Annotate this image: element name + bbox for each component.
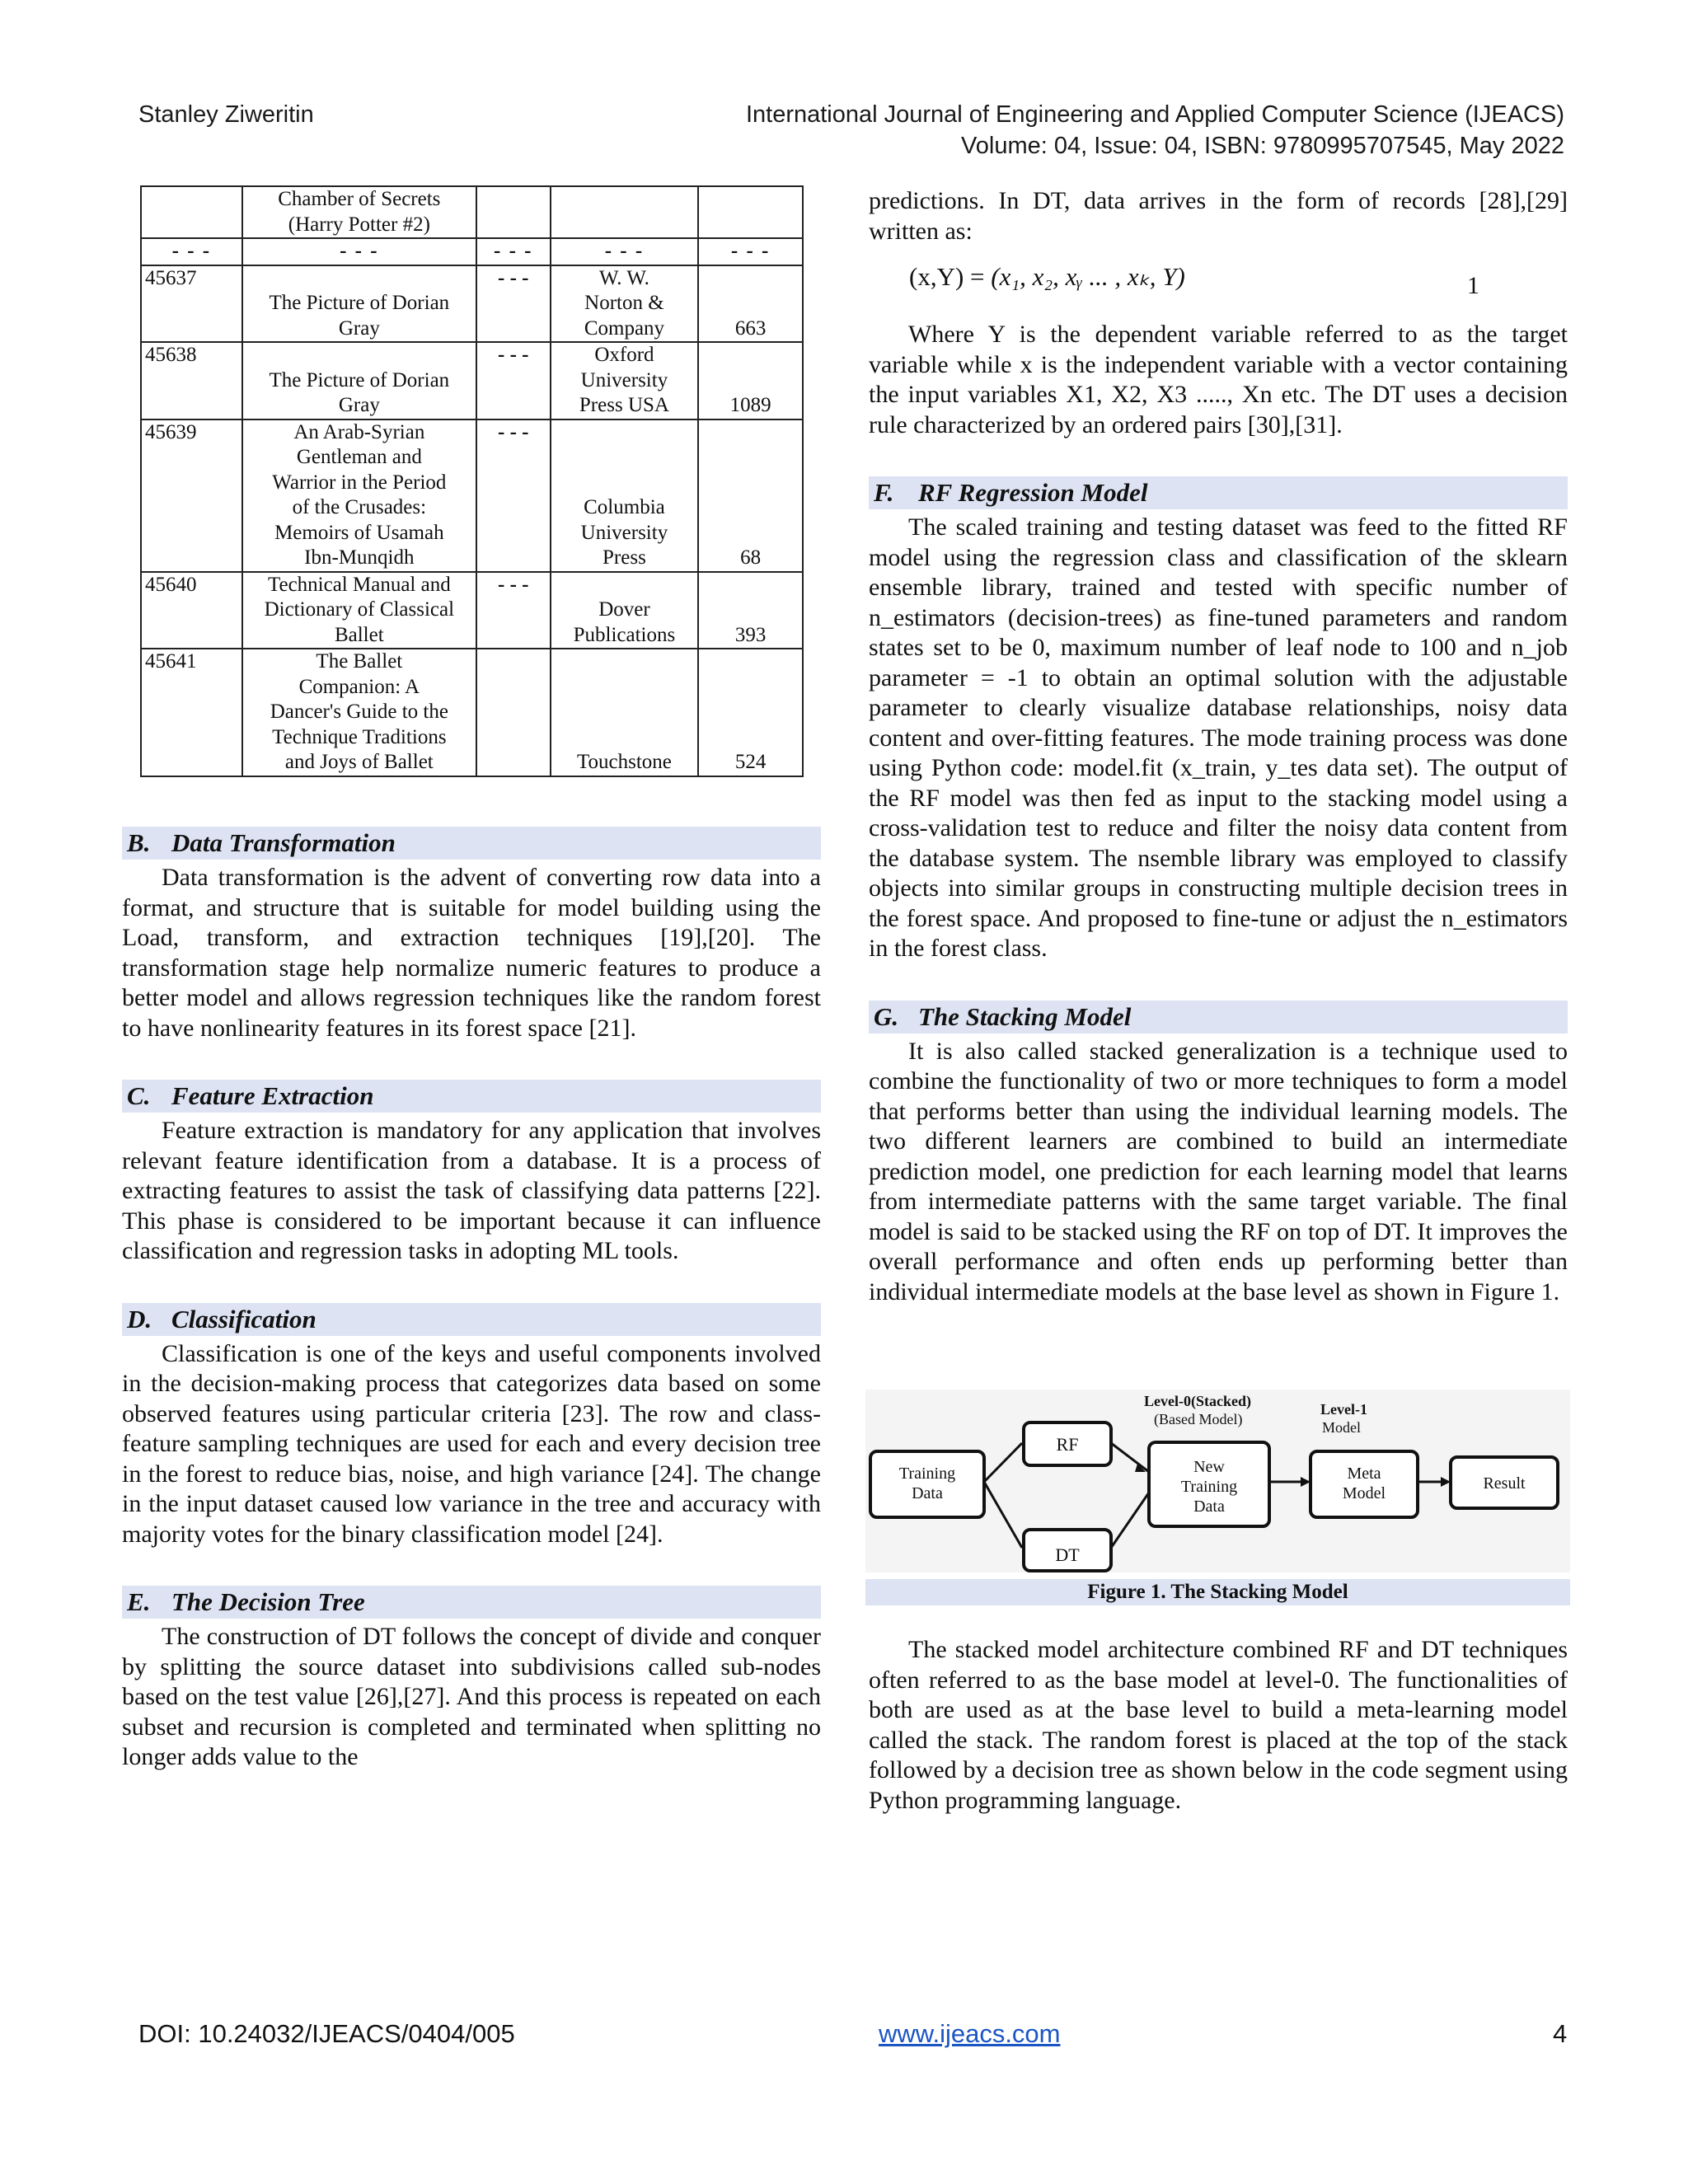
table-cell: - - - bbox=[698, 238, 803, 265]
table-cell: 45638 bbox=[141, 342, 242, 419]
paragraph: The stacked model architecture combined RF and DT techniques often referred to as the base model at level-0. The functionalities of both are used as at the base level to build a meta-learning model called the stack. The random forest is placed at the top of the stack followed by a decision tree as shown below in the code segment using Python programming language. bbox=[869, 1636, 1568, 1814]
table-cell: Technical Manual and Dictionary of Classical Ballet bbox=[242, 572, 476, 649]
table-row bbox=[141, 238, 803, 265]
table-cell: - - - bbox=[476, 265, 551, 343]
section-title: Data Transformation bbox=[171, 828, 396, 857]
node-label: Training bbox=[898, 1465, 956, 1483]
books-table bbox=[140, 185, 804, 777]
section-heading-f bbox=[869, 476, 1568, 509]
section-number: B. bbox=[127, 828, 151, 857]
level0-sublabel: (Based Model) bbox=[1154, 1411, 1243, 1427]
table-cell: 1089 bbox=[698, 342, 803, 419]
section-heading-c bbox=[122, 1080, 821, 1113]
right-column-top bbox=[869, 186, 1568, 246]
node-label: Data bbox=[912, 1484, 943, 1502]
section-title: RF Regression Model bbox=[918, 478, 1148, 507]
section-title: Feature Extraction bbox=[171, 1081, 374, 1110]
table-cell: 45637 bbox=[141, 265, 242, 343]
section-number: D. bbox=[127, 1304, 152, 1333]
table-cell: Dover Publications bbox=[551, 572, 699, 649]
running-head-journal: International Journal of Engineering and Applied Computer Science (IJEACS) bbox=[745, 101, 1564, 128]
section-heading-b bbox=[122, 827, 821, 860]
table-cell: Oxford University Press USA bbox=[551, 342, 699, 419]
table-cell: Touchstone bbox=[551, 649, 699, 776]
table-cell: An Arab-Syrian Gentleman and Warrior in the Period of the Crusades: Memoirs of Usamah Ibn-Munqidh bbox=[242, 419, 476, 572]
node-label: New bbox=[1193, 1458, 1225, 1476]
table-cell: - - - bbox=[242, 238, 476, 265]
equation bbox=[909, 262, 1185, 292]
section-heading-d bbox=[122, 1303, 821, 1336]
paragraph: The construction of DT follows the concept of divide and conquer by splitting the source dataset into subdivisions called sub-nodes based on the test value [26],[27]. And this process is repeated on each subset and recursion is completed and terminated when splitting no longer adds value to the bbox=[122, 1623, 821, 1770]
table-cell: 45640 bbox=[141, 572, 242, 649]
table-cell: - - - bbox=[141, 238, 242, 265]
stacking-model-diagram bbox=[865, 1390, 1570, 1572]
table-cell: The Ballet Companion: A Dancer's Guide to the Technique Traditions and Joys of Ballet bbox=[242, 649, 476, 776]
equation-number: 1 bbox=[1467, 272, 1479, 299]
paragraph: Feature extraction is mandatory for any application that involves relevant feature identification from a database. It is a process of extracting features to assist the task of classifying data patterns [22]. This phase is considered to be important because it can influence classification and regression tasks in adopting ML tools. bbox=[122, 1117, 821, 1264]
section-heading-e bbox=[122, 1586, 821, 1619]
level0-label: Level-0(Stacked) bbox=[1144, 1393, 1251, 1409]
page-number: 4 bbox=[1553, 2019, 1568, 2048]
node-label: Data bbox=[1193, 1497, 1225, 1516]
paragraph: Classification is one of the keys and useful components involved in the decision-making process that categorizes data based on some observed features using particular criteria [23]. The row and class-feature sampling techniques are used for each and every decision tree in the forest to reduce bias, noise, and high variance [24]. The change in the input dataset caused low variance in the tree and accuracy with majority votes for the binary classification model [24]. bbox=[122, 1339, 821, 1548]
doi: DOI: 10.24032/IJEACS/0404/005 bbox=[138, 2019, 515, 2048]
table-row bbox=[141, 342, 803, 419]
paragraph: The scaled training and testing dataset was feed to the fitted RF model using the regression class and classification of the sklearn ensemble library, trained and tested with specific number of n_estimators (decision-trees) as fine-tuned parameters and random states set to be 0, maximum number of leaf node to 100 and n_job parameter = -1 to obtain an optimal solution with the adjustable parameter to clearly visualize database relationships, noisy data content and over-fitting features. The mode training process was done using Python code: model.fit (x_train, y_tes data set). The output of the RF model was then fed as input to the stacking model using a cross-validation test to reduce and filter the noisy data content from the database system. The nsemble library was employed to classify objects into similar groups in constructing multiple decision trees in the forest space. And proposed to fine-tune or adjust the n_estimators in the forest class. bbox=[869, 513, 1568, 962]
section-title: Classification bbox=[171, 1304, 316, 1333]
node-label: Meta bbox=[1347, 1465, 1381, 1483]
table-cell: - - - bbox=[476, 419, 551, 572]
table-row bbox=[141, 186, 803, 238]
footer-link-wrap bbox=[879, 2019, 1061, 2049]
paragraph: Data transformation is the advent of converting row data into a format, and structure that is suitable for model building using the Load, transform, and extraction techniques [19],[20]. The transformation stage help normalize numeric features to produce a better model and allows regression techniques like the random forest to have nonlinearity features in its forest space [21]. bbox=[122, 864, 821, 1042]
running-head-volume: Volume: 04, Issue: 04, ISBN: 9780995707545, May 2022 bbox=[961, 133, 1564, 159]
table-row bbox=[141, 265, 803, 343]
table-cell bbox=[698, 186, 803, 238]
table-cell: 68 bbox=[698, 419, 803, 572]
section-title: The Decision Tree bbox=[171, 1587, 365, 1616]
equation-lhs: (x,Y) = bbox=[909, 262, 985, 291]
paragraph: predictions. In DT, data arrives in the form of records [28],[29] written as: bbox=[869, 187, 1568, 245]
table-cell: 45639 bbox=[141, 419, 242, 572]
node-label: Training bbox=[1180, 1478, 1238, 1496]
table-cell bbox=[476, 649, 551, 776]
level1-sublabel: Model bbox=[1322, 1419, 1361, 1436]
figure-caption: Figure 1. The Stacking Model bbox=[865, 1579, 1570, 1605]
equation-rhs: (x₁, x₂, xᵧ ... , xₖ, Y) bbox=[991, 262, 1185, 291]
table-cell bbox=[141, 186, 242, 238]
node-label: DT bbox=[1055, 1544, 1080, 1565]
right-column-bottom bbox=[869, 1635, 1568, 1816]
paragraph: Where Y is the dependent variable referred to as the target variable while x is the independent variable with a vector containing the input variables X1, X2, X3 ....., Xn etc. The DT uses a decision rule characterized by an ordered pairs [30],[31]. bbox=[869, 321, 1568, 438]
table-cell: - - - bbox=[476, 342, 551, 419]
node-label: Result bbox=[1483, 1474, 1526, 1493]
table-cell: 45641 bbox=[141, 649, 242, 776]
table-cell: The Picture of Dorian Gray bbox=[242, 342, 476, 419]
section-number: F. bbox=[874, 478, 894, 507]
right-column-body bbox=[869, 320, 1568, 1307]
section-number: C. bbox=[127, 1081, 151, 1110]
level1-label: Level-1 bbox=[1320, 1401, 1367, 1418]
table-cell: - - - bbox=[476, 572, 551, 649]
table-cell: 393 bbox=[698, 572, 803, 649]
table-cell: W. W. Norton & Company bbox=[551, 265, 699, 343]
table-row bbox=[141, 419, 803, 572]
paragraph: It is also called stacked generalization is a technique used to combine the functionality of two or more techniques to form a model that performs better than using the individual learning models. The two different learners are combined to build an intermediate prediction model, one prediction for each learning model that learns from intermediate patterns with the same target variable. The final model is said to be stacked using the RF on top of DT. It improves the overall performance and often ends up performing better than individual intermediate models at the base level as shown in Figure 1. bbox=[869, 1037, 1568, 1305]
table-row bbox=[141, 649, 803, 776]
node-label: RF bbox=[1056, 1434, 1079, 1455]
table-cell: Columbia University Press bbox=[551, 419, 699, 572]
table-cell: Chamber of Secrets (Harry Potter #2) bbox=[242, 186, 476, 238]
running-head-author: Stanley Ziweritin bbox=[138, 101, 314, 128]
table-cell: - - - bbox=[476, 238, 551, 265]
table-cell: The Picture of Dorian Gray bbox=[242, 265, 476, 343]
table-cell: - - - bbox=[551, 238, 699, 265]
section-title: The Stacking Model bbox=[918, 1001, 1132, 1031]
section-number: E. bbox=[127, 1587, 151, 1616]
section-number: G. bbox=[874, 1001, 899, 1031]
table-cell bbox=[551, 186, 699, 238]
table-row bbox=[141, 572, 803, 649]
journal-url-link[interactable]: www.ijeacs.com bbox=[879, 2019, 1061, 2048]
left-column bbox=[122, 827, 821, 1773]
table-cell: 663 bbox=[698, 265, 803, 343]
section-heading-g bbox=[869, 1001, 1568, 1033]
node-label: Model bbox=[1342, 1484, 1386, 1502]
table-cell: 524 bbox=[698, 649, 803, 776]
table-cell bbox=[476, 186, 551, 238]
